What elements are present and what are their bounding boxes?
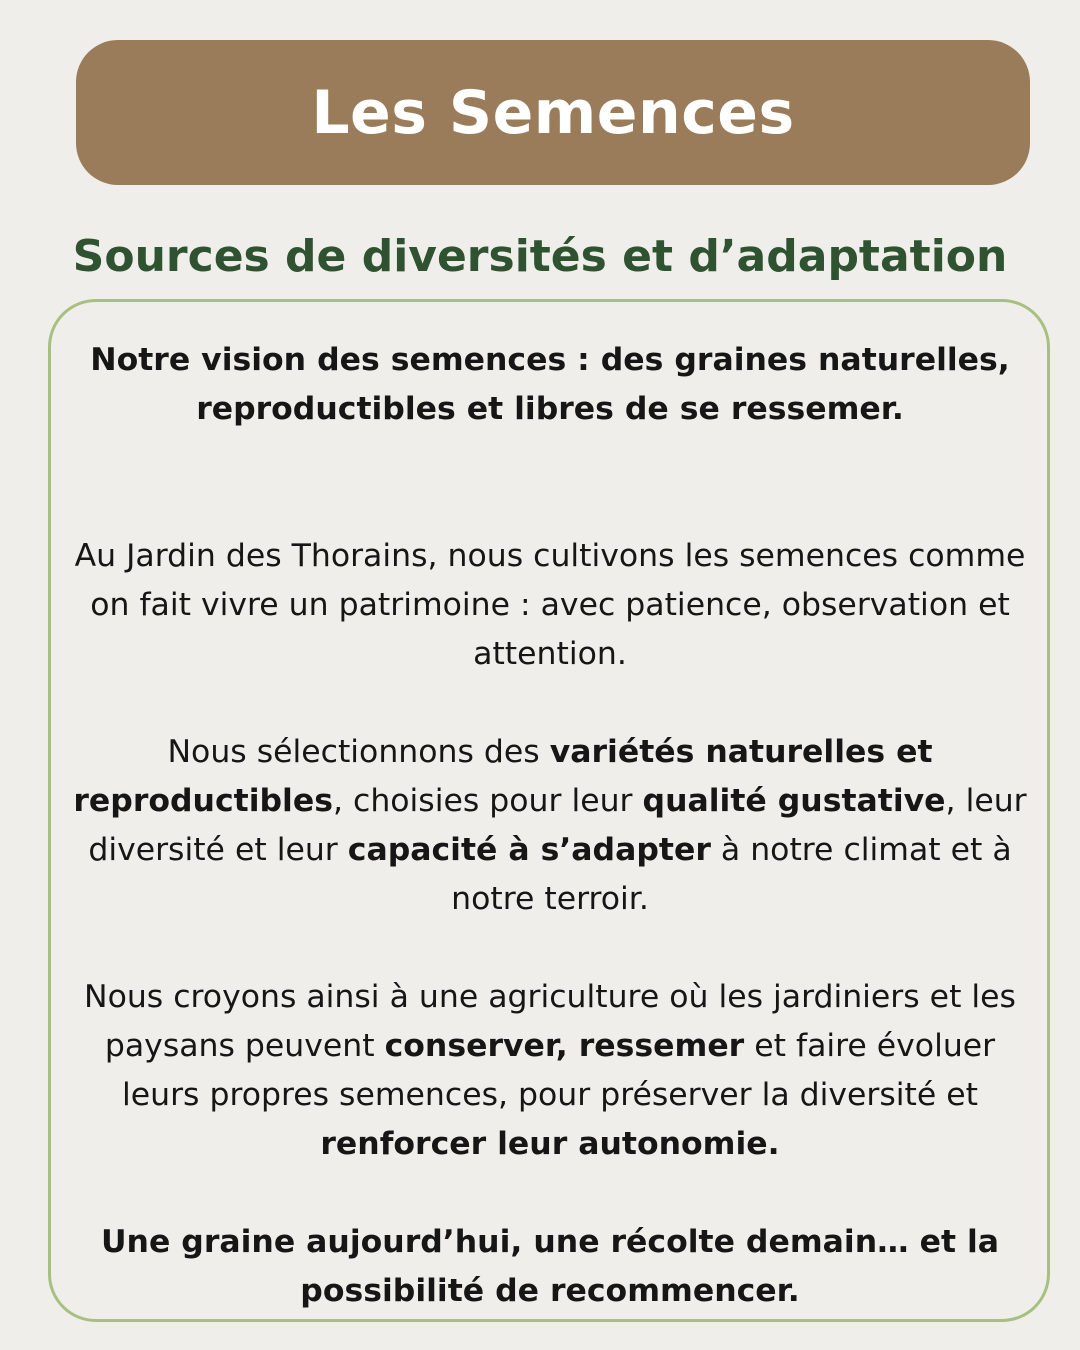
title-banner [76,40,1030,185]
belief-paragraph [70,973,1030,1169]
selection-highlight-adapt: capacité à s’adapter [347,832,711,868]
closing-statement: Une graine aujourd’hui, une récolte demain… et la possibilité de recommencer. [100,1224,1000,1309]
belief-highlight-conserve: conserver, ressemer [384,1028,745,1064]
selection-text-3: , leur diversité et leur [88,783,1027,868]
selection-text-1: Nous sélectionnons des [167,734,550,770]
selection-highlight-varieties: variétés naturelles et reproductibles [73,734,933,819]
selection-highlight-quality: qualité gustative [642,783,946,819]
selection-text-2: , choisies pour leur [332,783,643,819]
belief-highlight-autonomy: renforcer leur autonomie. [320,1126,780,1162]
belief-text-1: Nous croyons ainsi à une agriculture où les jardiniers et les paysans peuvent [84,979,1016,1064]
selection-text-4: à notre climat et à notre terroir. [451,832,1012,917]
vision-statement: Notre vision des semences : des graines naturelles, reproductibles et libres de se ressemer. [90,342,1010,427]
belief-text-2: et faire évoluer leurs propres semences, pour préserver la diversité et [122,1028,996,1113]
page-title: Les Semences [311,77,795,148]
intro-paragraph: Au Jardin des Thorains, nous cultivons les semences comme on fait vivre un patrimoine : avec patience, observation et attention. [74,538,1026,672]
page-subtitle: Sources de diversités et d’adaptation [72,231,1008,282]
selection-paragraph [70,728,1030,924]
